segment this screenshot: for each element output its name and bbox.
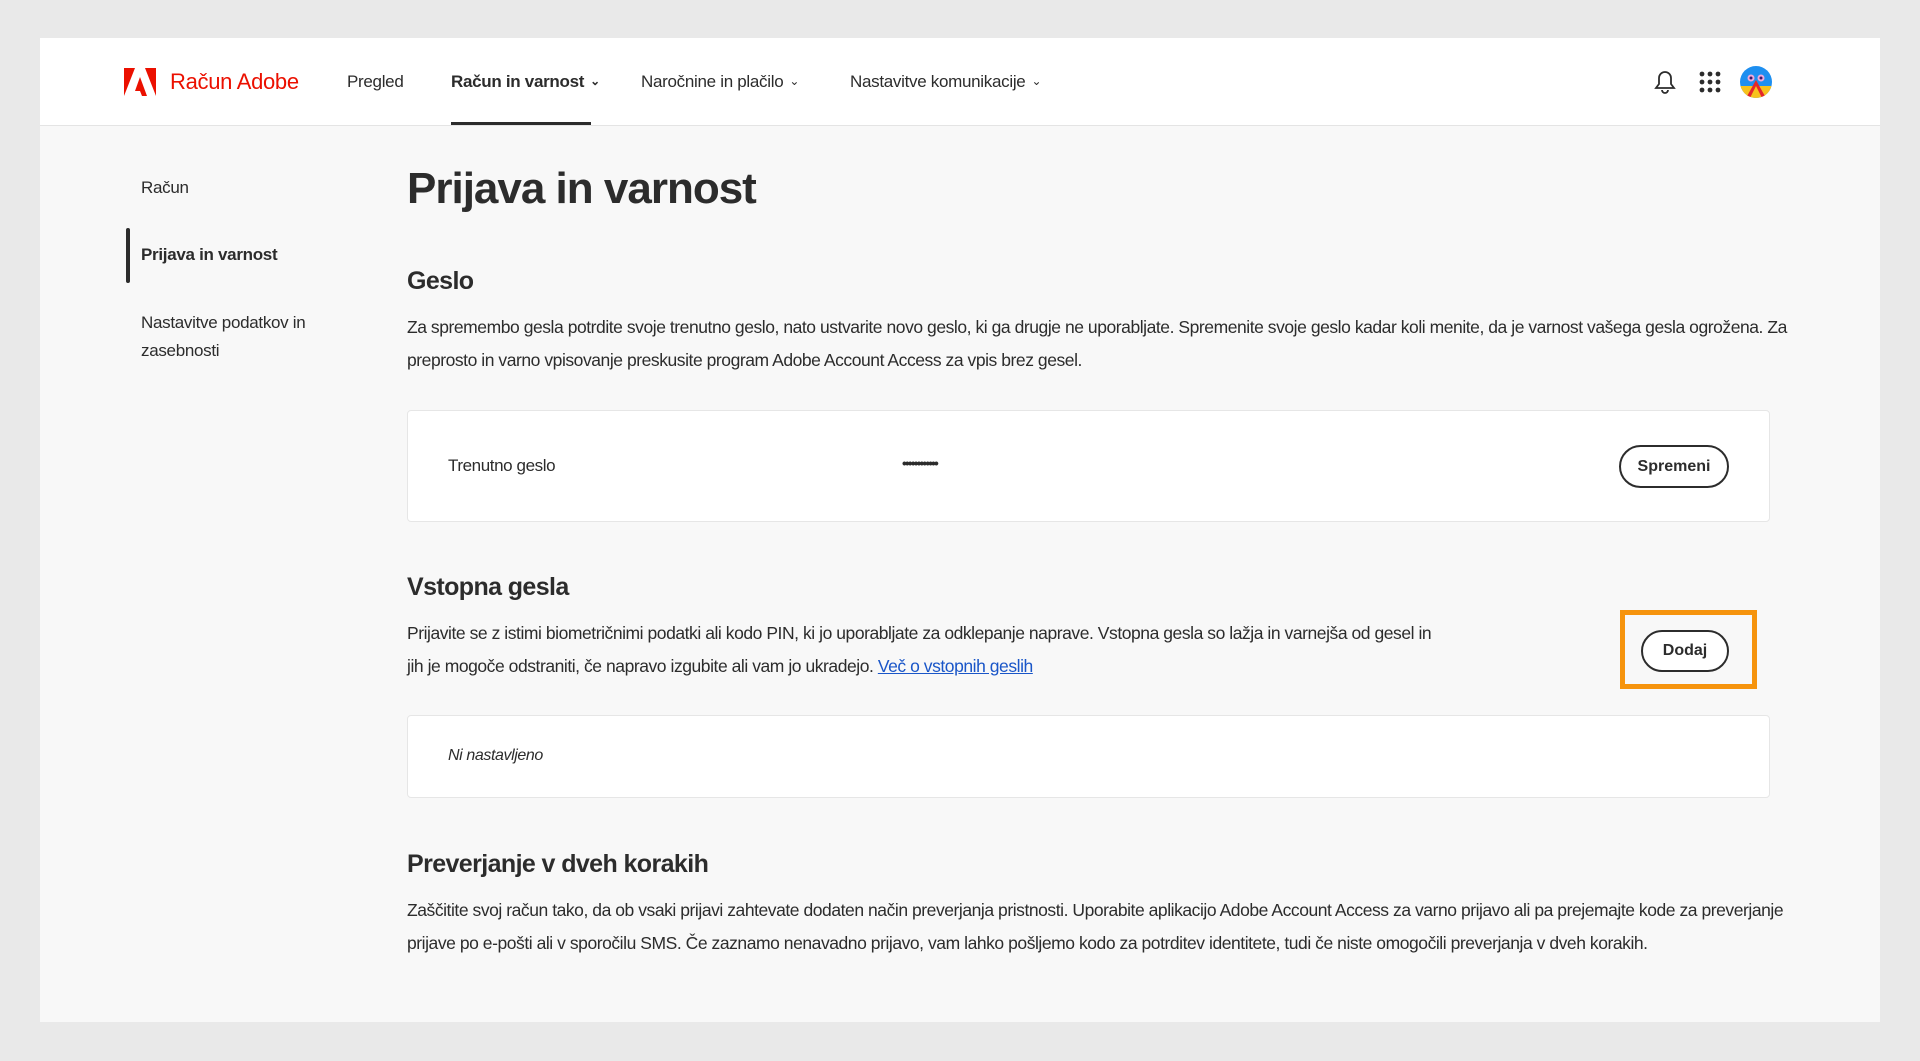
passkeys-description: [407, 617, 1447, 683]
page-frame: [40, 38, 1880, 1022]
password-card: [407, 410, 1770, 522]
chevron-down-icon: ⌄: [590, 74, 600, 88]
change-password-button[interactable]: Spremeni: [1619, 445, 1729, 488]
chevron-down-icon: ⌄: [789, 74, 800, 88]
bell-icon[interactable]: [1649, 66, 1681, 98]
top-header: [40, 38, 1880, 126]
chevron-down-icon: ⌄: [1031, 74, 1042, 88]
password-heading: Geslo: [407, 267, 474, 295]
sidebar-item-label: Nastavitve podatkov in: [141, 313, 306, 332]
add-passkey-button[interactable]: Dodaj: [1641, 630, 1729, 672]
page-title: Prijava in varnost: [407, 164, 756, 213]
nav-pregled[interactable]: Pregled: [347, 72, 404, 91]
current-password-label: Trenutno geslo: [448, 456, 556, 475]
sidebar-item-racun[interactable]: Račun: [141, 178, 189, 197]
sidebar-item-nastavitve-podatkov[interactable]: [141, 309, 305, 365]
sidebar-item-label: zasebnosti: [141, 341, 220, 360]
two-step-heading: Preverjanje v dveh korakih: [407, 850, 709, 878]
passkeys-learn-more-link[interactable]: Več o vstopnih geslih: [877, 656, 1033, 676]
nav-label: Naročnine in plačilo: [641, 72, 784, 91]
apps-grid-icon[interactable]: [1694, 66, 1726, 98]
current-password-value: ••••••••••••: [902, 455, 937, 471]
passkeys-status: Ni nastavljeno: [448, 747, 543, 764]
brand-name[interactable]: Račun Adobe: [170, 69, 299, 94]
nav-racun-in-varnost[interactable]: [451, 72, 600, 92]
password-description: Za spremembo gesla potrdite svoje trenutno geslo, nato ustvarite novo geslo, ki ga drugje ne uporabljate. Spremenite svoje geslo kadar koli menite, da je varnost vašega gesla ogrožena. Za preprosto in varno vpisovanje preskusite program Adobe Account Access za vpis brez gesel.: [407, 317, 1787, 370]
passkeys-heading: Vstopna gesla: [407, 573, 569, 601]
active-tab-indicator: [451, 122, 591, 125]
passkeys-card: [407, 715, 1770, 798]
two-step-description: Zaščitite svoj račun tako, da ob vsaki prijavi zahtevate dodaten način preverjanja pristnosti. Uporabite aplikacijo Adobe Account Access za varno prijavo ali pa prejemajte kode za preverjanje prijave po e-pošti ali v sporočilu SMS. Če zaznamo nenavadno prijavo, vam lahko pošljemo kodo za potrditev identitete, tudi če niste omogočili preverjanja v dveh korakih.: [407, 900, 1784, 953]
nav-label: Račun in varnost: [451, 72, 585, 91]
sidebar-active-indicator: [126, 228, 130, 283]
nav-label: Nastavitve komunikacije: [850, 72, 1026, 91]
user-avatar[interactable]: [1740, 66, 1772, 98]
adobe-logo-icon[interactable]: [124, 68, 156, 96]
sidebar-item-prijava-in-varnost[interactable]: Prijava in varnost: [141, 245, 278, 264]
passkeys-description-text: Prijavite se z istimi biometričnimi podatki ali kodo PIN, ki jo uporabljate za odklepanje naprave. Vstopna gesla so lažja in varnejša od gesel in jih je mogoče odstraniti, če napravo izgubite ali vam jo ukradejo.: [407, 623, 1432, 676]
nav-nastavitve-komunikacije[interactable]: [850, 72, 1041, 92]
nav-narocnine[interactable]: [641, 72, 799, 92]
